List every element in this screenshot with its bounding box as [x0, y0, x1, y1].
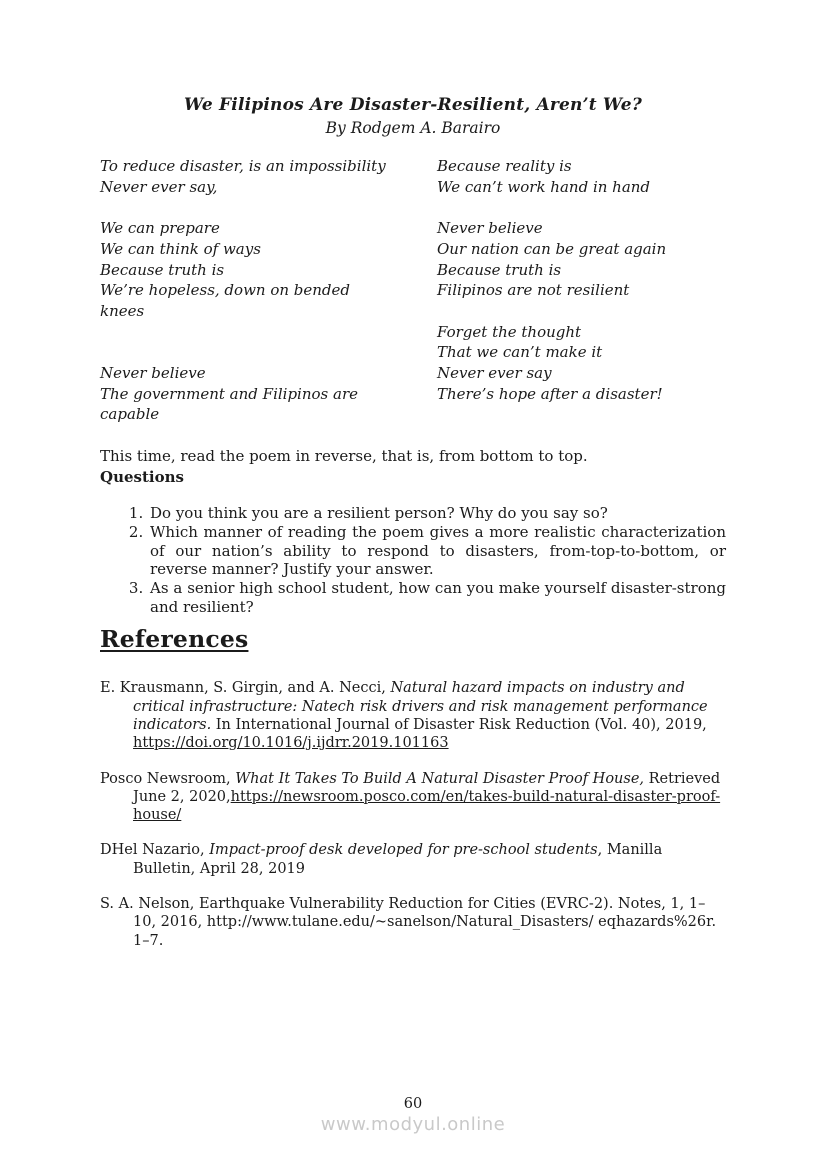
- reference-entry-1: [100, 679, 726, 752]
- poem-line: Because truth is: [100, 260, 225, 279]
- page-footer: [0, 1095, 826, 1136]
- poem-line: [437, 197, 726, 218]
- poem-line: Because truth is: [437, 260, 562, 279]
- reference-link[interactable]: https://doi.org/10.1016/j.ijdrr.2019.101163: [133, 735, 449, 752]
- page-number: 60: [403, 1096, 423, 1112]
- reference-entry-4: [100, 895, 726, 950]
- poem-line: That we can’t make it: [437, 343, 603, 362]
- poem-line: capable: [100, 405, 160, 424]
- question-item-1: 1. Do you think you are a resilient person? Why do you say so?: [148, 504, 726, 523]
- poem-line: We’re hopeless, down on bended: [100, 281, 351, 300]
- poem-line: Never believe: [100, 363, 206, 382]
- poem-byline: By Rodgem A. Barairo: [325, 119, 501, 137]
- poem-line: Filipinos are not resilient: [437, 281, 630, 300]
- reference-link[interactable]: https://newsroom.posco.com/en/takes-build-natural-disaster-proof-house/: [133, 788, 721, 824]
- poem-line: Never believe: [437, 219, 543, 238]
- reference-entry-2: [100, 770, 726, 825]
- poem-title: We Filipinos Are Disaster-Resilient, Aren’t We?: [184, 95, 642, 115]
- poem-line: Never ever say: [437, 364, 552, 382]
- poem-line: We can’t work hand in hand: [437, 177, 651, 196]
- poem-line: [100, 197, 437, 218]
- poem-body: [100, 156, 726, 425]
- reference-title: What It Takes To Build A Natural Disaster Proof House,: [235, 770, 645, 787]
- poem-line: Because reality is: [437, 157, 572, 175]
- reference-authors: E. Krausmann, S. Girgin, and A. Necci,: [100, 680, 391, 697]
- references-heading: References: [100, 625, 249, 654]
- question-item-3: 3. As a senior high school student, how can you make yourself disaster-strong and resilient?: [148, 579, 726, 616]
- poem-line: To reduce disaster, is an impossibility: [100, 157, 386, 175]
- poem-line: There’s hope after a disaster!: [437, 384, 663, 403]
- reference-source: , Manilla Bulletin, April 28, 2019: [133, 842, 663, 877]
- reference-source: Retrieved June 2, 2020,: [133, 770, 721, 805]
- reference-authors: Posco Newsroom,: [100, 770, 236, 787]
- watermark: www.modyul.online: [320, 1114, 506, 1135]
- reference-title: Impact-proof desk developed for pre-school students: [209, 842, 598, 859]
- instruction-text: This time, read the poem in reverse, that is, from bottom to top.: [100, 447, 588, 466]
- poem-line: knees: [100, 301, 145, 320]
- question-item-2: 2. Which manner of reading the poem gives a more realistic characterization of our nation’s ability to respond to disasters, from-top-to-bottom, or reverse manner? Justify your answer.: [148, 523, 726, 579]
- reference-text: S. A. Nelson, Earthquake Vulnerability Reduction for Cities (EVRC-2). Notes, 1, 1–10, 2016, http://www.tulane.edu/~sanelson/Natural_Disasters/ eqhazards%26r. 1–7.: [100, 895, 717, 949]
- poem-line: [100, 322, 437, 343]
- poem-line: We can think of ways: [100, 239, 261, 258]
- poem-line: We can prepare: [100, 219, 220, 238]
- reference-entry-3: [100, 841, 726, 878]
- poem-line: Never ever say,: [100, 177, 218, 196]
- poem-line: [437, 301, 726, 322]
- reference-title: Natural hazard impacts on industry and critical infrastructure: Natech risk drivers and risk management performance indicators.: [133, 680, 708, 733]
- poem-right-column: [437, 156, 726, 425]
- questions-heading: Questions: [100, 468, 184, 487]
- poem-left-column: [100, 156, 437, 425]
- poem-line: [100, 342, 437, 363]
- questions-list: [100, 504, 726, 616]
- poem-line: Our nation can be great again: [437, 239, 667, 258]
- reference-source: In International Journal of Disaster Risk Reduction (Vol. 40), 2019,: [211, 716, 707, 733]
- poem-line: Forget the thought: [437, 322, 582, 341]
- reference-authors: DHel Nazario,: [100, 842, 210, 859]
- poem-line: The government and Filipinos are: [100, 384, 359, 403]
